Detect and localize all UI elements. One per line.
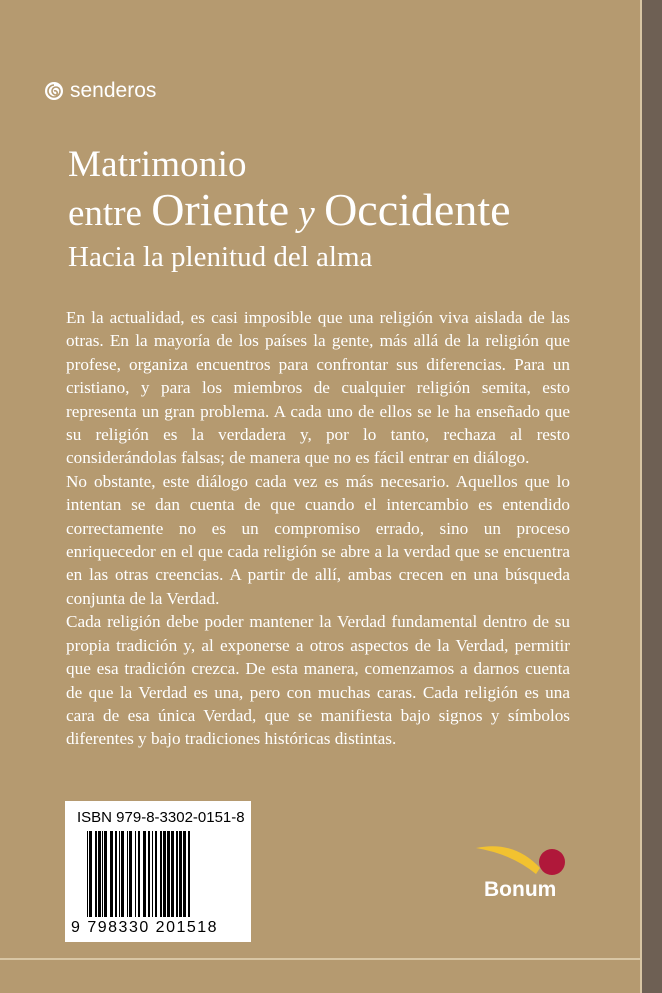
publisher-name: Bonum bbox=[484, 878, 557, 901]
barcode-bar bbox=[176, 831, 178, 917]
barcode-bar bbox=[127, 831, 128, 917]
bottom-rule bbox=[0, 958, 642, 960]
blurb-paragraph: En la actualidad, es casi imposible que una religión viva aislada de las otras. En la mayoría de los países la gente, más allá de la religión que profese, organiza encuentros para confrontar sus diferencias. Para un cristiano, y para los miembros de cualquier religión semita, esto representa un gran problema. A cada uno de ellos se le ha enseñado que su religión es la verdadera y, por lo tanto, rechaza al resto considerándolas falsas; de manera que no es fácil entrar en diálogo. bbox=[66, 308, 570, 468]
barcode-bars bbox=[87, 831, 233, 917]
book-spine bbox=[642, 0, 662, 993]
barcode-bar bbox=[188, 831, 190, 917]
barcode-bar bbox=[129, 831, 132, 917]
blurb bbox=[66, 306, 570, 751]
isbn-text: ISBN 979-8-3302-0151-8 bbox=[77, 809, 245, 826]
barcode-bar bbox=[152, 831, 153, 917]
barcode-bar bbox=[89, 831, 92, 917]
barcode-bar bbox=[119, 831, 120, 917]
barcode-bar bbox=[98, 831, 101, 917]
barcode-bar bbox=[110, 831, 113, 917]
barcode-bar bbox=[160, 831, 162, 917]
blurb-paragraph: Cada religión debe poder mantener la Verdad fundamental dentro de su propia tradición y, al exponerse a otros aspectos de la Verdad, permitir que esa tradición crezca. De esta manera, comenzamos a darnos cuenta de que la Verdad es una, pero con muchas caras. Cada religión es una cara de esa única Verdad, que se manifiesta bajo signos y símbolos diferentes y bajo tradiciones históricas distintas. bbox=[66, 612, 570, 749]
barcode-bar bbox=[143, 831, 146, 917]
swoosh-icon bbox=[476, 846, 540, 874]
barcode-bar bbox=[163, 831, 166, 917]
title-word-occidente: Occidente bbox=[324, 184, 511, 235]
barcode-bar bbox=[95, 831, 97, 917]
title-word-entre: entre bbox=[68, 193, 142, 234]
barcode-bar bbox=[135, 831, 136, 917]
barcode-panel bbox=[65, 801, 251, 942]
barcode-bar bbox=[102, 831, 103, 917]
barcode-bar bbox=[171, 831, 174, 917]
barcode-bar bbox=[138, 831, 140, 917]
barcode-bar bbox=[87, 831, 88, 917]
title-line-1: Matrimonio bbox=[68, 144, 247, 185]
spiral-icon bbox=[44, 81, 64, 101]
series-logo bbox=[44, 79, 156, 103]
blurb-paragraph: No obstante, este diálogo cada vez es más necesario. Aquellos que lo intentan se dan cuenta de que cuando el intercambio es entendido correctamente no es un compromiso errado, sino un proceso enriquecedor en el que cada religión se abre a la verdad que se encuentra en las otras creencias. A partir de allí, ambas crecen en una búsqueda conjunta de la Verdad. bbox=[66, 471, 570, 608]
subtitle: Hacia la plenitud del alma bbox=[68, 241, 373, 273]
barcode-digits: 9 798330 201518 bbox=[71, 919, 219, 936]
barcode-bar bbox=[155, 831, 157, 917]
barcode-bar bbox=[179, 831, 182, 917]
title-line-2 bbox=[68, 183, 511, 236]
barcode-bar bbox=[121, 831, 124, 917]
spine-edge-line bbox=[640, 0, 642, 993]
barcode-bar bbox=[167, 831, 170, 917]
barcode-bar bbox=[148, 831, 150, 917]
title-word-oriente: Oriente bbox=[151, 184, 290, 235]
barcode-bar bbox=[183, 831, 186, 917]
series-name: senderos bbox=[70, 79, 157, 102]
title-word-y: y bbox=[298, 193, 315, 234]
barcode-bar bbox=[115, 831, 117, 917]
barcode-bar bbox=[104, 831, 107, 917]
red-dot-icon bbox=[539, 849, 565, 875]
